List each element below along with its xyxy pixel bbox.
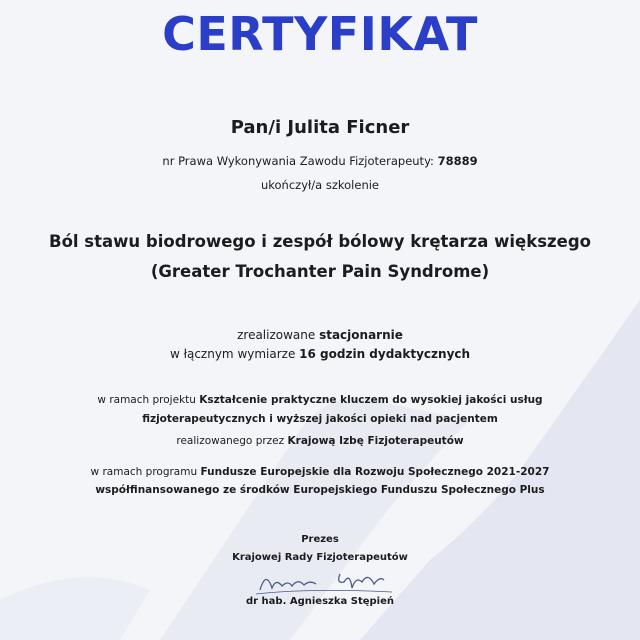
project-prefix: w ramach projektu	[97, 394, 200, 406]
organizer-prefix: realizowanego przez	[176, 435, 288, 447]
signatory-title: Prezes	[301, 534, 339, 545]
project-name: Kształcenie praktyczne kluczem do wysokiej jakości usług fizjoterapeutycznych i wyższej jakości opieki nad pacjentem	[142, 394, 543, 425]
mode-value: stacjonarnie	[319, 328, 403, 342]
organizer-name: Krajową Izbę Fizjoterapeutów	[287, 435, 464, 447]
completed-text: ukończył/a szkolenie	[260, 178, 379, 192]
signer-name: dr hab. Agnieszka Stępień	[245, 596, 394, 607]
program-prefix: w ramach programu	[90, 466, 201, 478]
signatory-body: Krajowej Rady Fizjoterapeutów	[232, 552, 408, 563]
license-number: 78889	[437, 154, 478, 168]
course-title: Ból stawu biodrowego i zespół bólowy krętarza większego (Greater Trochanter Pain Syndrome)	[49, 232, 591, 281]
mode-prefix: zrealizowane	[237, 328, 320, 342]
organizer-line	[0, 432, 640, 450]
hours-line	[0, 345, 640, 363]
program-line	[60, 463, 580, 499]
license-label: nr Prawa Wykonywania Zawodu Fizjoterapeuty:	[162, 154, 438, 168]
hours-value: 16 godzin dydaktycznych	[299, 347, 471, 361]
license-line	[0, 152, 640, 170]
signatory-block	[0, 531, 640, 567]
program-name: Fundusze Europejskie dla Rozwoju Społecznego 2021-2027	[200, 466, 550, 478]
mode-line	[0, 326, 640, 344]
project-line	[60, 391, 580, 429]
certificate-title: CERTYFIKAT	[162, 7, 478, 61]
program-cofinance: współfinansowanego ze środków Europejskiego Funduszu Społecznego Plus	[95, 484, 545, 496]
recipient-name: Pan/i Julita Ficner	[230, 117, 410, 138]
hours-prefix: w łącznym wymiarze	[169, 347, 300, 361]
